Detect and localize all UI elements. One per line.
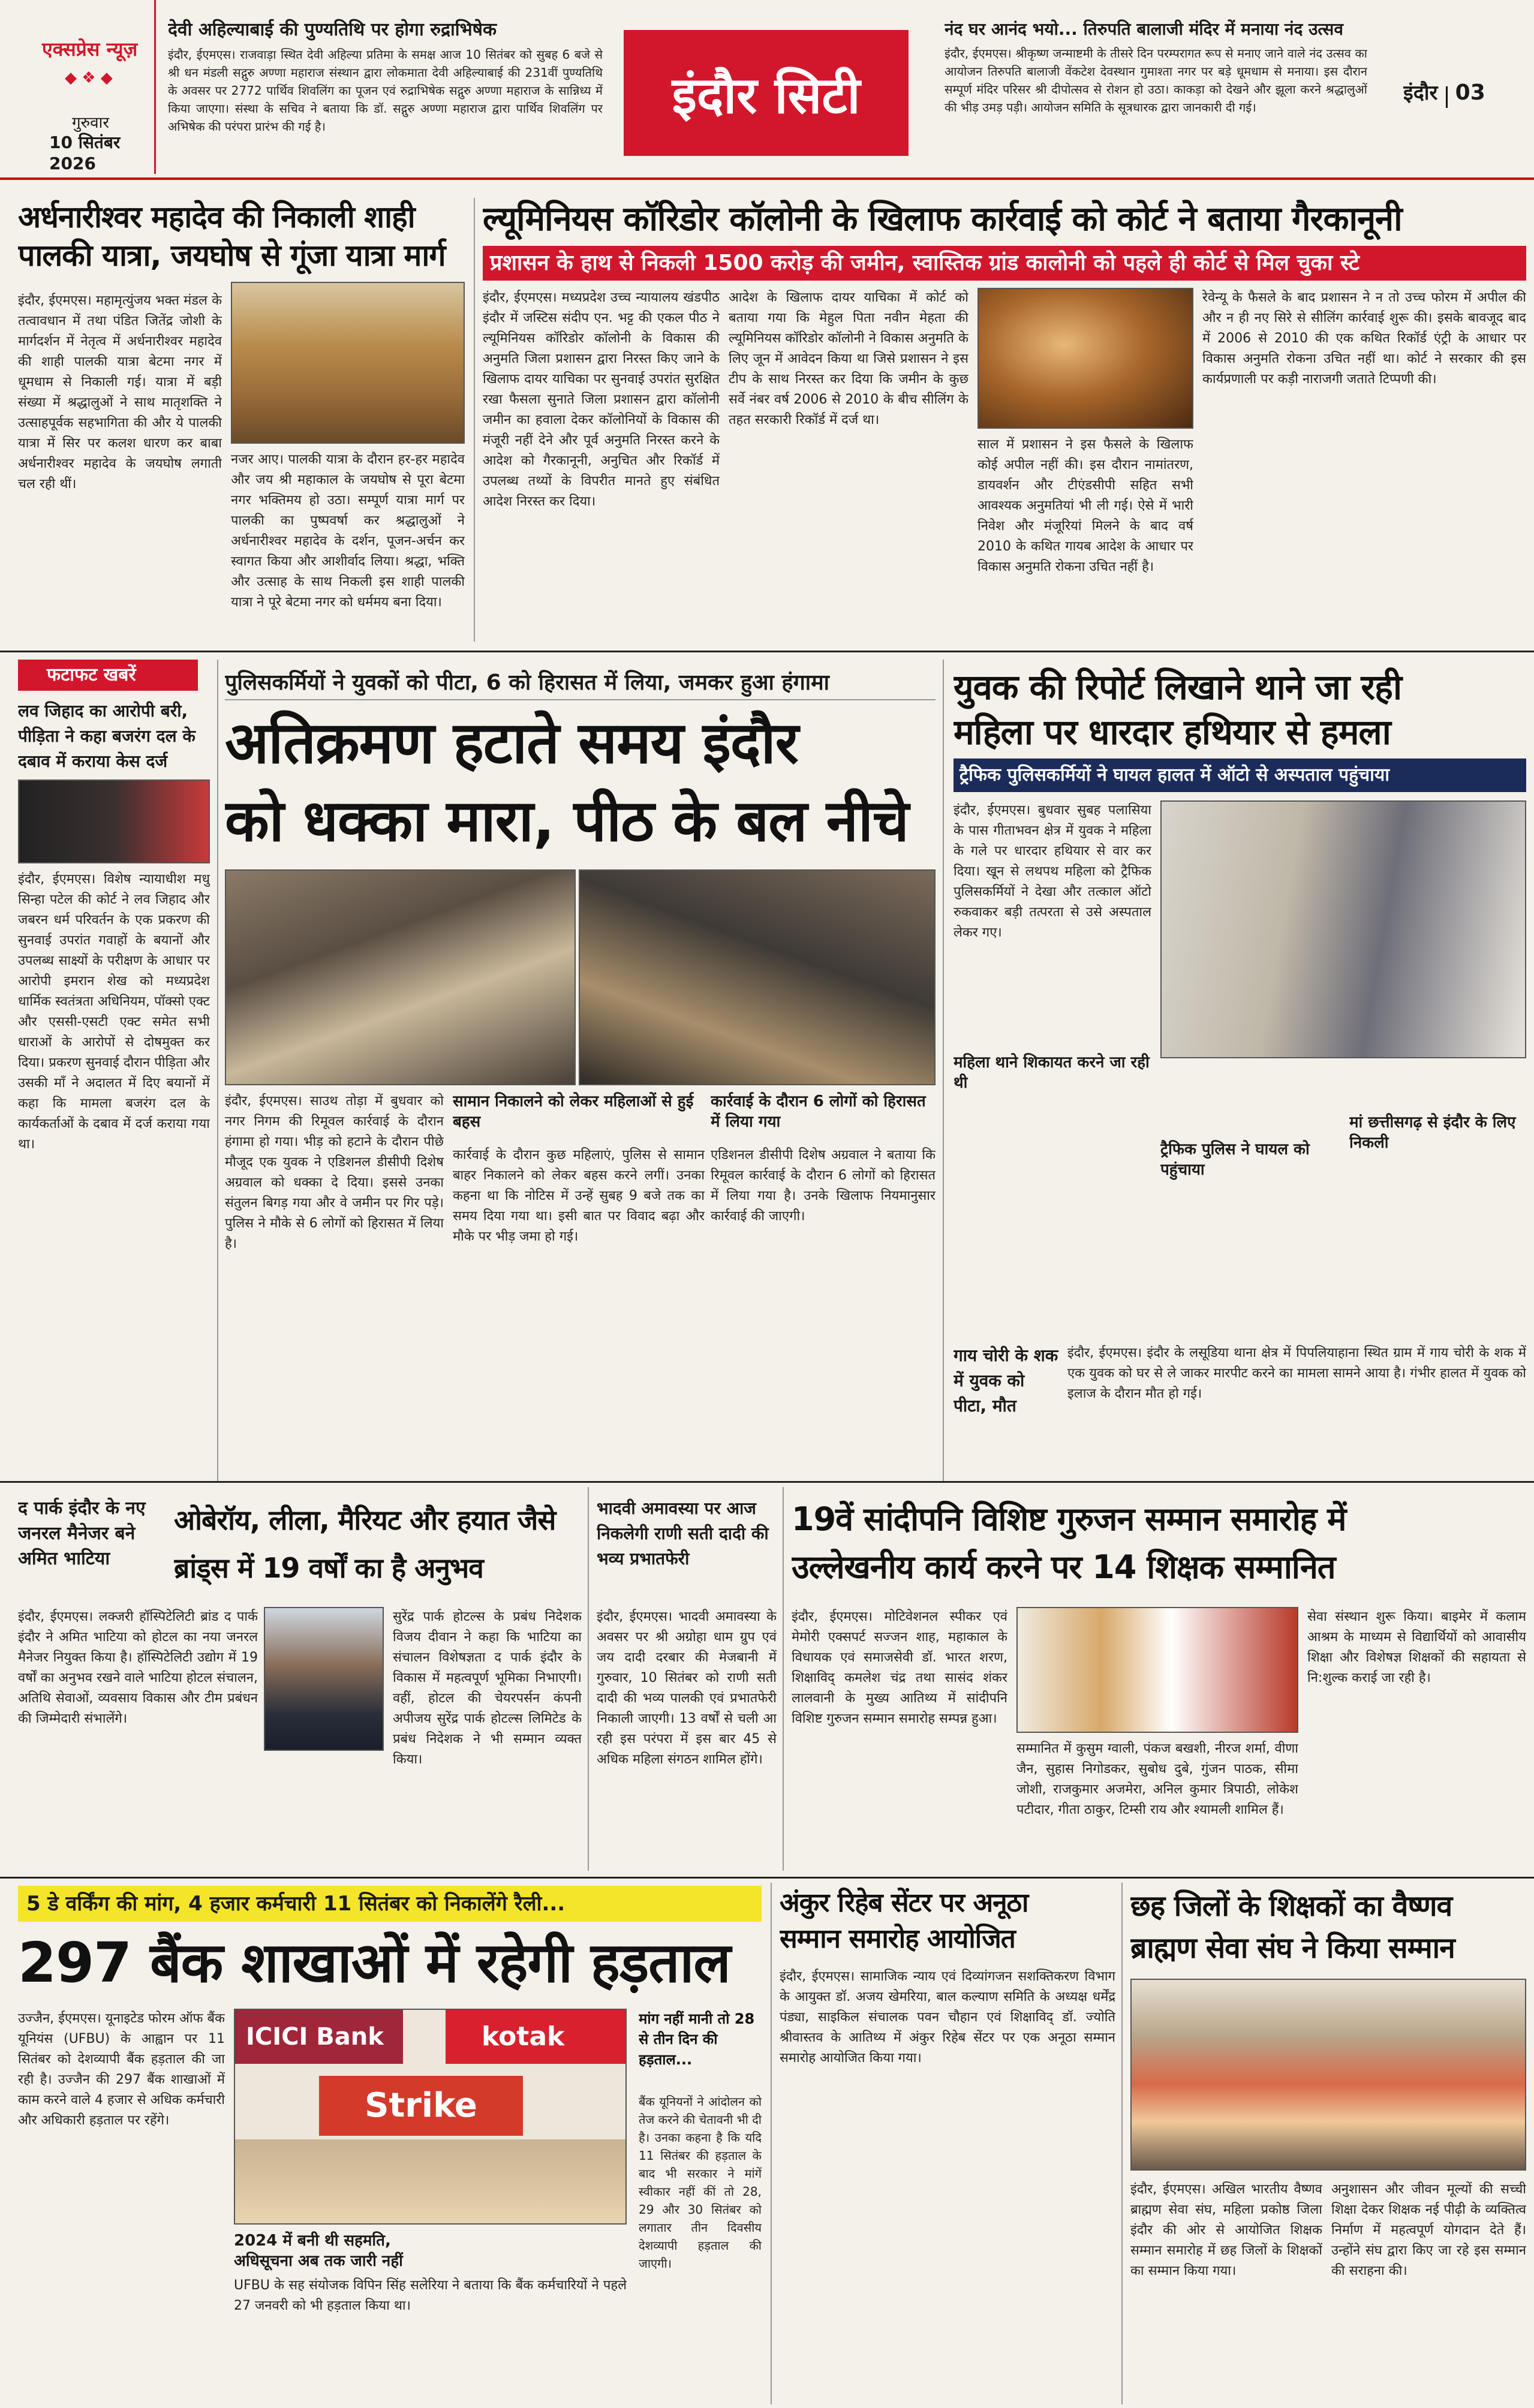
rani-body: इंदौर, ईएमएस। भादवी अमावस्या के अवसर पर श्री अग्रोहा धाम ग्रुप एवं जय दादी दरबार की मेजबानी में गुरुवार, 10 सितंबर को राणी सती दादी की भव्य पालकी एवं प्रभातफेरी निकाली जाएगी। 13 वर्षों से चली आ रही इस परंपरा में इस बार 45 से अधिक महिला संगठन शामिल होंगे।: [597, 1609, 777, 1767]
adcp-body-2: कार्रवाई के दौरान कुछ महिलाएं, पुलिस से सामान बाहर निकालने को लेकर बहस करने लगीं। उनका कहना था कि नोटिस में उन्हें सुबह 9 बजे तक का समय दिया गया था। इसी बात पर विवाद बढ़ा और मौके पर भीड़ जमा हो गई।: [453, 1148, 705, 1244]
adcp-headline-2: को धक्का मारा, पीठ के बल नीचे: [225, 787, 909, 854]
sandipani-headline-1: 19वें सांदीपनि विशिष्ट गुरुजन सम्मान समारोह में: [792, 1500, 1346, 1538]
luminious-body-4: रेवेन्यू के फैसले के बाद प्रशासन ने न तो उच्च फोरम में अपील की और न ही नए सिरे से सीलिंग कार्रवाई शुरू की। इसके बावजूद बाद में 2006 से 2010 की एक कथित रिकॉर्ड एंट्री के आधार पर विकास अनुमति रोकना उचित नहीं था। कोर्ट ने सरकार की इस कार्यप्रणाली पर कड़ी नाराजगी जताते टिप्पणी की।: [1202, 290, 1526, 387]
mahila-subhead-text: ट्रैफिक पुलिसकर्मियों ने घायल हालत में ऑटो से अस्पताल पहुंचाया: [959, 764, 1390, 785]
col-divider-3: [943, 660, 944, 1481]
section-title-text: इंदौर सिटी: [672, 65, 861, 125]
fatafat-body: इंदौर, ईएमएस। विशेष न्यायाधीश मधु सिन्हा पटेल की कोर्ट ने लव जिहाद और जबरन धर्म परिवर्तन के एक प्रकरण की सुनवाई उपरांत गवाहों के बयानों और उपलब्ध साक्ष्यों के परीक्षण के आधार पर आरोपी इमरान शेख को मध्यप्रदेश धार्मिक स्वतंत्रता अधिनियम, पॉक्सो एक्ट और एससी-एसटी एक्ट समेत सभी धाराओं के आरोपों से दोषमुक्त कर दिया। प्रकरण सुनवाई दौरान पीड़िता और उसकी माँ ने अदालत में दिए बयानों में कहा कि मामला बजरंग दल के कार्यकर्ताओं के दबाव में दर्ज कराया गया था।: [18, 872, 210, 1152]
masthead-date-box: [0, 0, 156, 174]
mahila-headline-2: महिला पर धारदार हथियार से हमला: [954, 712, 1391, 752]
luminious-body-1: इंदौर, ईएमएस। मध्यप्रदेश उच्च न्यायालय खंडपीठ इंदौर में जस्टिस संदीप एन. भट्ट की एकल पीठ ने ल्यूमिनियस कॉरिडोर कॉलोनी के विकास की अनुमति जिला प्रशासन द्वारा निरस्त किए जाने के खिलाफ दायर याचिका पर सुनवाई उपरांत सुरक्षित रखा फैसला सुनाते जिला प्रशासन द्वारा कॉलोनी जमीन का हवाला देकर कॉलोनियों के विकास की मंजूरी नहीं देने और पूर्व अनुमति निरस्त करने के आदेश को गैरकानूनी, अनुचित और रिकॉर्ड में उपलब्ध तथ्यों के विपरीत मानते हुए संबंधित आदेश निरस्त कर दिया।: [483, 290, 720, 509]
kotak-sign: [446, 2010, 625, 2064]
col-divider-1: [474, 198, 475, 642]
ardhanarishwar-body-2: नजर आए। पालकी यात्रा के दौरान हर-हर महादेव और जय श्री महाकाल के जयघोष से पूरा बेटमा नगर भक्तिमय हो उठा। सम्पूर्ण यात्रा मार्ग पर पालकी का पुष्पवर्षा कर श्रद्धालुओं ने अर्धनारीश्वर महादेव के दर्शन, पूजन-अर्चन कर स्वागत किया और आशीर्वाद लिया। श्रद्धा, भक्ति और उत्साह के साथ निकली इस शाही पालकी यात्रा ने पूरे बेटमा नगर को धर्ममय बना दिया।: [231, 452, 465, 610]
strike-sign: [319, 2076, 523, 2136]
mahila-sub-4: मां छत्तीसगढ़ से इंदौर के लिए निकली: [1349, 1113, 1516, 1152]
mahila-subhead: [954, 758, 1526, 792]
sandipani-photo: [1016, 1607, 1298, 1733]
vaishnav-headline-2: ब्राह्मण सेवा संघ ने किया सम्मान: [1130, 1931, 1455, 1965]
col-divider-4: [588, 1487, 589, 1871]
col-divider-5: [783, 1487, 784, 1871]
rani-headline: भादवी अमावस्या पर आज निकलेगी राणी सती दादी की भव्य प्रभातफेरी: [597, 1498, 769, 1569]
row-rule-2: [0, 1481, 1534, 1483]
adcp-body-1: इंदौर, ईएमएस। साउथ तोड़ा में बुधवार को नगर निगम की रिमूवल कार्रवाई के दौरान हंगामा हो गया। भीड़ को हटाने के दौरान पीछे मौजूद एक युवक ने एडिशनल डीसीपी दिशेष अग्रवाल को धक्का दे दिया। इससे उनका संतुलन बिगड़ गया और वे जमीन पर गिर पड़े। पुलिस ने मौके से 6 लोगों को हिरासत में लिया है।: [225, 1094, 444, 1251]
vaishnav-body-2: अनुशासन और जीवन मूल्यों की सच्ची शिक्षा देकर शिक्षक नई पीढ़ी के व्यक्तित्व निर्माण में महत्वपूर्ण योगदान देते हैं। उन्होंने संघ द्वारा किए जा रहे इस सम्मान की सराहना की।: [1331, 2182, 1526, 2278]
row-rule-1: [0, 651, 1534, 652]
park-body-2: सुरेंद्र पार्क होटल्स के प्रबंध निदेशक विजय दीवान ने कहा कि भाटिया का संचालन विशेषज्ञता द पार्क इंदौर के विकास में महत्वपूर्ण भूमिका निभाएगी। वहीं, होटल की चेयरपर्सन कंपनी अपीजय सुरेंद्र पार्क होटल्स लिमिटेड के प्रबंध निदेशक ने भी सम्मान व्यक्त किया।: [393, 1609, 582, 1767]
city-label: इंदौर: [1403, 81, 1438, 105]
luminious-body-3: साल में प्रशासन ने इस फैसले के खिलाफ कोई अपील नहीं की। इस दौरान नामांतरण, डायवर्शन और टीएंडसीपी सहित सभी आवश्यक अनुमतियां भी ली गई। ऐसे में भारी निवेश और मंजूरियां मिलने के बाद वर्ष 2010 के कथित गायब आदेश के आधार पर विकास अनुमति रोकना उचित नहीं है।: [977, 437, 1193, 574]
brand-name: एक्सप्रेस न्यूज़: [42, 38, 138, 61]
fatafat-photo: [18, 779, 210, 863]
ardhanarishwar-headline-1: अर्धनारीश्वर महादेव की निकाली शाही: [18, 200, 415, 234]
fists-illustration: [235, 2139, 625, 2223]
adcp-subhead-3: कार्रवाई के दौरान 6 लोगों को हिरासत में लिया गया: [711, 1092, 926, 1131]
brief-right-text: इंदौर, ईएमएस। श्रीकृष्ण जन्माष्टमी के तीसरे दिन परम्परागत रूप से मनाए जाने वाले नंद उत्सव का आयोजन तिरुपति बालाजी वेंकटेश देवस्थान गुमाश्ता नगर पर बड़े धूमधाम से मनाया। इस दौरान सम्पूर्ण मंदिर परिसर श्री दीपोत्सव से रोशन हो उठा। काकड़ा को देखने और झूला करने श्रद्धालुओं की भीड़ उमड़ पड़ी। आयोजन समिति के सूत्रधारक द्वारा जानकारी दी गई।: [945, 46, 1367, 115]
luminious-headline: ल्यूमिनियस कॉरिडोर कॉलोनी के खिलाफ कार्रवाई को कोर्ट ने बताया गैरकानूनी: [483, 200, 1402, 239]
section-title: [624, 30, 909, 156]
gavel-photo: [977, 288, 1193, 429]
vaishnav-headline-1: छह जिलों के शिक्षकों का वैष्णव: [1130, 1889, 1452, 1923]
icici-sign: [235, 2010, 403, 2064]
adcp-subhead-2: सामान निकालने को लेकर महिलाओं से हुई बहस: [453, 1092, 694, 1131]
bank-sub-2: 2024 में बनी थी सहमति, अधिसूचना अब तक जारी नहीं: [234, 2232, 403, 2270]
sandipani-headline-2: उल्लेखनीय कार्य करने पर 14 शिक्षक सम्मानित: [792, 1548, 1336, 1586]
vaishnav-group-photo: [1130, 1979, 1526, 2171]
page-no: 03: [1455, 80, 1485, 105]
bank-body-2: UFBU के सह संयोजक विपिन सिंह सलेरिया ने बताया कि बैंक कर्मचारियों ने पहले 27 जनवरी को भी हड़ताल किया था।: [234, 2278, 627, 2313]
bank-kicker-bar: [18, 1886, 762, 1922]
mahila-sub-3: ट्रैफिक पुलिस ने घायल को पहुंचाया: [1160, 1140, 1310, 1179]
brief-left: [168, 18, 603, 162]
luminious-subhead-text: प्रशासन के हाथ से निकली 1500 करोड़ की जमीन, स्वास्तिक ग्रांड कालोनी को पहले ही कोर्ट से मिल चुका स्टे: [490, 251, 1360, 275]
brief-right: [945, 18, 1367, 165]
bank-kicker: 5 डे वर्किंग की मांग, 4 हजार कर्मचारी 11 सितंबर को निकालेंगे रैली...: [26, 1892, 566, 1916]
adcp-body-3: एडिशनल डीसीपी दिशेष अग्रवाल ने बताया कि रिमूवल कार्रवाई के दौरान 6 लोगों को हिरासत में लिया गया है। उनके खिलाफ नियमानुसार कार्रवाई की जाएगी।: [711, 1148, 936, 1224]
sandipani-body-3: सेवा संस्थान शुरू किया। बाइमेर में कलाम आश्रम के माध्यम से विद्यार्थियों को आवासीय शिक्षा और विशेषज्ञ शिक्षकों की सहायता से नि:शुल्क कराई जा रही है।: [1307, 1609, 1526, 1685]
ankur-headline-1: अंकुर रिहेब सेंटर पर अनूठा: [780, 1888, 1028, 1918]
bank-body: उज्जैन, ईएमएस। यूनाइटेड फोरम ऑफ बैंक यूनियंस (UFBU) के आह्वान पर 11 सितंबर को देशव्यापी बैंक हड़ताल की जा रही है। उज्जैन की 297 बैंक शाखाओं में काम करने वाले 4 हजार से अधिक कर्मचारी और अधिकारी हड़ताल पर रहेंगे।: [18, 2011, 225, 2128]
col-divider-2: [217, 660, 218, 1481]
col-divider-6: [771, 1883, 772, 2404]
bank-headline: 297 बैंक शाखाओं में रहेगी हड़ताल: [18, 1931, 730, 1995]
page-number: [1403, 78, 1523, 114]
ardhanarishwar-headline-2: पालकी यात्रा, जयघोष से गूंजा यात्रा मार्ग: [18, 238, 446, 273]
luminious-subhead: [483, 246, 1526, 281]
park-headline: द पार्क इंदौर के नए जनरल मैनेजर बने अमित भाटिया: [18, 1498, 146, 1569]
vaishnav-body: इंदौर, ईएमएस। अखिल भारतीय वैष्णव ब्राह्मण सेवा संघ, महिला प्रकोष्ठ जिला इंदौर की ओर से आयोजित शिक्षक सम्मान समारोह में छह जिलों के शिक्षकों का सम्मान किया गया।: [1130, 2182, 1322, 2278]
luminious-body-2: आदेश के खिलाफ दायर याचिका में कोर्ट को बताया गया कि मेहुल पिता नवीन मेहता की ल्यूमिनियस कॉरिडोर कॉलोनी ने विकास अनुमति के लिए जून में आवेदन किया था जिसे प्रशासन ने इस टीप के साथ निरस्त कर दिया कि जमीन के कुछ सर्वे नंबर वर्ष 2006 से 2010 के बीच सीलिंग के तहत सरकारी रिकॉर्ड में दर्ज था।: [729, 290, 968, 428]
kotak-sign-text: kotak: [482, 2021, 565, 2052]
bank-side-body: बैंक यूनियनों ने आंदोलन को तेज करने की चेतावनी भी दी है। उनका कहना है कि यदि 11 सितंबर की हड़ताल के बाद भी सरकार ने मांगें स्वीकार नहीं कीं तो 28, 29 और 30 सितंबर को लगातार तीन दिवसीय देशव्यापी हड़ताल की जाएगी।: [639, 2094, 762, 2271]
fatafat-label: [18, 660, 198, 691]
brief-right-title: नंद घर आनंद भयो... तिरुपति बालाजी मंदिर में मनाया नंद उत्सव: [945, 19, 1343, 39]
ardhanarishwar-body-1: इंदौर, ईएमएस। महामृत्युंजय भक्त मंडल के तत्वावधान में तथा पंडित जितेंद्र जोशी के मार्गदर्शन में नेतृत्व में अर्धनारीश्वर महादेव की शाही पालकी यात्रा बेटमा नगर में धूमधाम से निकाली गई। यात्रा में बड़ी संख्या में श्रद्धालुओं ने साथ मातृशक्ति ने उत्साहपूर्वक सहभागिता की और ये पालकी यात्रा में सिर पर कलश धारण कर बाबा अर्धनारीश्वर महादेव के जयघोष लगाती चल रही थीं।: [18, 293, 222, 492]
brief-left-text: इंदौर, ईएमएस। राजवाड़ा स्थित देवी अहिल्या प्रतिमा के समक्ष आज 10 सितंबर को सुबह 6 बजे से श्री धन मंडली सद्गुरु अण्णा महाराज संस्थान द्वारा लोकमाता देवी अहिल्याबाई की 231वीं पुण्यतिथि के अवसर पर 2772 पार्थिव शिवलिंग का पूजन एवं रुद्राभिषेक सद्गुरु अण्णा महाराज के सान्निध्य में किया जाएगा। संस्था के सचिव ने बताया कि डॉ. सद्गुरु अण्णा महाराज द्वारा पार्थिव शिवलिंग पर अभिषेक की परंपरा प्रारंभ की गई है।: [168, 47, 603, 134]
palki-photo: [231, 282, 465, 444]
fatafat-headline: लव जिहाद का आरोपी बरी, पीड़िता ने कहा बजरंग दल के दबाव में कराया केस दर्ज: [18, 701, 195, 771]
gaay-headline: गाय चोरी के शक में युवक को पीटा, मौत: [954, 1346, 1058, 1416]
icici-sign-text: ICICI Bank: [246, 2023, 384, 2051]
park-body: इंदौर, ईएमएस। लक्जरी हॉस्पिटेलिटी ब्रांड द पार्क इंदौर ने अमित भाटिया को होटल का नया जनरल मैनेजर नियुक्त किया है। हॉस्पिटेलिटी उद्योग में 19 वर्षों का अनुभव रखने वाले भाटिया होटल संचालन, अतिथि सेवाओं, व्यवसाय विकास और टीम प्रबंधन की जिम्मेदारी संभालेंगे।: [18, 1609, 258, 1726]
park-headline-2: ओबेरॉय, लीला, मैरियट और हयात जैसे ब्रांड्स में 19 वर्षों का है अनुभव: [174, 1504, 556, 1584]
masthead-rule: [0, 177, 1534, 180]
amit-bhatia-photo: [264, 1607, 384, 1751]
issue-date: 10 सितंबर 2026: [49, 133, 121, 173]
adcp-photo-right: [579, 869, 936, 1085]
sandipani-body: इंदौर, ईएमएस। मोटिवेशनल स्पीकर एवं मेमोरी एक्सपर्ट सज्जन शाह, महाकाल के विधायक एवं समाजसेवी डॉ. भारत शरण, शिक्षाविद् कमलेश चंद्र तथा सासंद शंकर लालवानी के मुख्य आतिथ्य में सांदीपनि विशिष्ट गुरुजन सम्मान समारोह सम्पन्न हुआ।: [792, 1609, 1007, 1726]
page-divider: [1446, 86, 1448, 108]
bank-side-head: मांग नहीं मानी तो 28 से तीन दिन की हड़ताल...: [639, 2010, 755, 2068]
adcp-headline-1: अतिक्रमण हटाते समय इंदौर: [225, 709, 798, 776]
ankur-body: इंदौर, ईएमएस। सामाजिक न्याय एवं दिव्यांगजन सशक्तिकरण विभाग के आयुक्त डॉ. अजय खेमरिया, बाल कल्याण समिति के अध्यक्ष धर्मेंद्र पंड्या, साइकिल संचालक पवन चौहान एवं शिक्षाविद् डॉ. ज्योति श्रीवास्तव के आतिथ्य में अंकुर रिहेब सेंटर पर एक अनूठा सम्मान समारोह आयोजित किया गया।: [780, 1969, 1115, 2066]
gaay-body: इंदौर, ईएमएस। इंदौर के लसूडिया थाना क्षेत्र में पिपलियाहाना स्थित ग्राम में गाय चोरी के शक में एक युवक को घर से ले जाकर मारपीट करने का मामला सामने आया है। गंभीर हालत में युवक को इलाज के दौरान मौत हो गई।: [1067, 1346, 1526, 1401]
sandipani-body-2: सम्मानित में कुसुम ग्वाली, पंकज बखशी, नीरज शर्मा, वीणा जैन, सुहास निगोडकर, सुबोध दुबे, गुंजन पाठक, सीमा जोशी, राजकुमार अजमेरा, अनिल कुमार त्रिपाठी, लोकेश पटीदार, गीता ठाकुर, टिम्सी राय और श्यामली शामिल हैं।: [1016, 1741, 1298, 1817]
bank-strike-photo: [234, 2009, 627, 2225]
ankur-headline-2: सम्मान समारोह आयोजित: [780, 1924, 1015, 1954]
col-divider-7: [1121, 1883, 1123, 2404]
adcp-photo-left: [225, 869, 576, 1085]
row-rule-3: [0, 1877, 1534, 1879]
strike-sign-text: Strike: [365, 2086, 477, 2125]
mahila-sub-2: महिला थाने शिकायत करने जा रही थी: [954, 1054, 1150, 1092]
weekday: गुरुवार: [72, 114, 110, 132]
adcp-kicker: पुलिसकर्मियों ने युवकों को पीटा, 6 को हिरासत में लिया, जमकर हुआ हंगामा: [225, 666, 936, 700]
mahila-body: इंदौर, ईएमएस। बुधवार सुबह पलासिया के पास गीताभवन क्षेत्र में युवक ने महिला के गले पर धारदार हथियार से वार कर दिया। खून से लथपथ महिला को ट्रैफिक पुलिसकर्मियों ने देखा और तत्काल ऑटो रुकवाकर बड़ी तत्परता से उसे अस्पताल लेकर गए।: [954, 803, 1151, 940]
ornament-icon: ◆ ❖ ◆: [65, 69, 113, 87]
brief-left-title: देवी अहिल्याबाई की पुण्यतिथि पर होगा रुद्राभिषेक: [168, 19, 497, 40]
mahila-headline-1: युवक की रिपोर्ट लिखाने थाने जा रही: [954, 667, 1401, 708]
mahila-photo: [1160, 800, 1526, 1058]
fatafat-label-text: फटाफट खबरें: [47, 664, 136, 685]
